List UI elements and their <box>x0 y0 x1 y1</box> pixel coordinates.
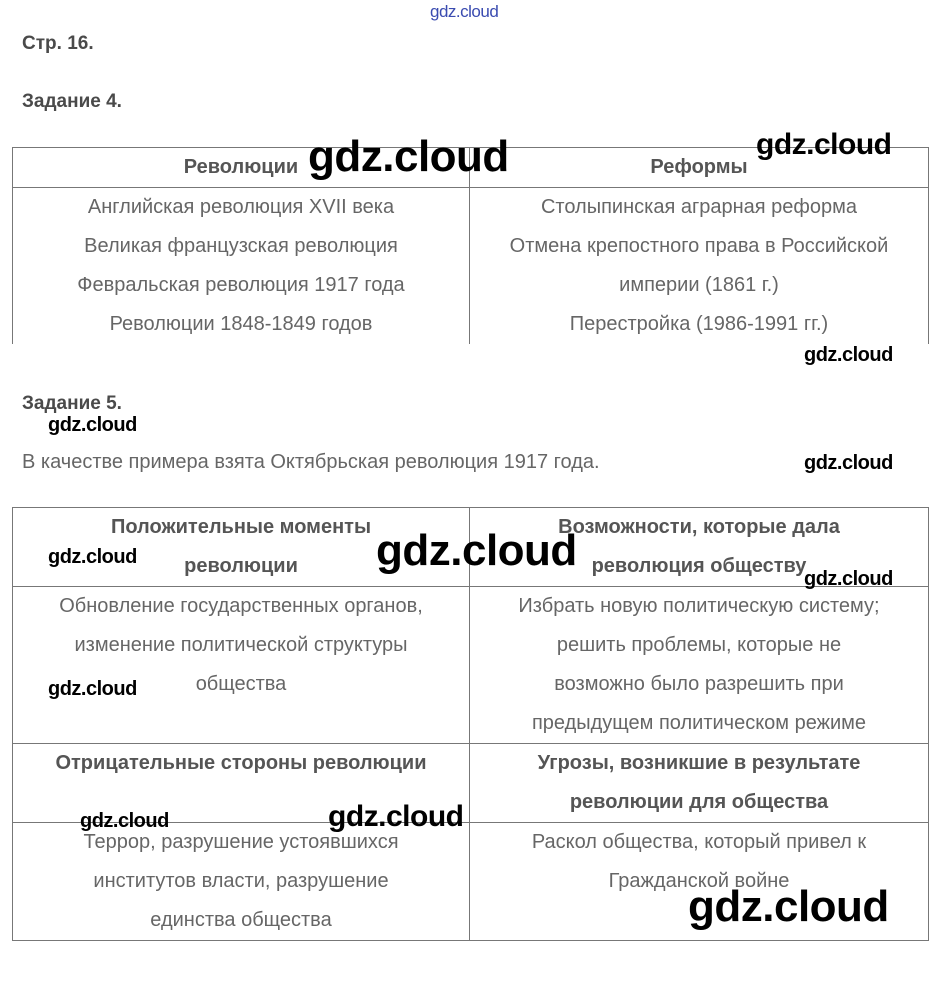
threats-cell: Раскол общества, который привел к Гражданской войне <box>470 823 929 941</box>
watermark: gdz.cloud <box>80 810 169 832</box>
list-item: Отмена крепостного права в Российской <box>509 235 889 257</box>
list-item: Революции 1848-1849 годов <box>109 313 373 335</box>
threats-header: Угрозы, возникшие в результате революции для общества <box>470 744 929 823</box>
negative-cell: Террор, разрушение устоявшихся институтов власти, разрушение единства общества <box>13 823 470 941</box>
negative-header: Отрицательные стороны революции <box>13 744 470 823</box>
list-item: Столыпинская аграрная реформа <box>540 196 857 218</box>
list-item: империи (1861 г.) <box>619 274 779 296</box>
list-item: Февральская революция 1917 года <box>77 274 405 296</box>
table-row <box>13 188 929 345</box>
list-item: Великая французская революция <box>84 235 398 257</box>
watermark: gdz.cloud <box>430 2 499 21</box>
watermark: gdz.cloud <box>804 344 893 366</box>
watermark: gdz.cloud <box>376 526 577 575</box>
watermark: gdz.cloud <box>308 132 509 181</box>
list-item: Английская революция XVII века <box>87 196 395 218</box>
reforms-cell <box>470 188 929 345</box>
positive-header: Положительные моменты революции <box>13 508 470 587</box>
task5-title: Задание 5. <box>22 393 122 414</box>
watermark: gdz.cloud <box>48 546 137 568</box>
opportunities-header: Возможности, которые дала революция обществу <box>470 508 929 587</box>
task4-title: Задание 4. <box>22 91 122 112</box>
revolutions-header: Революции <box>13 148 470 188</box>
opportunities-cell: Избрать новую политическую систему; решить проблемы, которые не возможно было разрешить при предыдущем политическом режиме <box>470 587 929 744</box>
watermark: gdz.cloud <box>48 414 137 436</box>
watermark: gdz.cloud <box>804 568 893 590</box>
reforms-header: Реформы <box>470 148 929 188</box>
revolutions-cell <box>13 188 470 345</box>
watermark: gdz.cloud <box>756 128 892 161</box>
page-reference: Стр. 16. <box>22 33 94 54</box>
task5-intro: В качестве примера взята Октябрьская революция 1917 года. <box>22 451 600 473</box>
list-item: Перестройка (1986-1991 гг.) <box>569 313 829 335</box>
watermark: gdz.cloud <box>804 452 893 474</box>
watermark: gdz.cloud <box>328 800 464 833</box>
watermark: gdz.cloud <box>48 678 137 700</box>
table-row <box>13 587 929 744</box>
watermark: gdz.cloud <box>688 882 889 931</box>
positive-cell: Обновление государственных органов, изменение политической структуры общества <box>13 587 470 744</box>
